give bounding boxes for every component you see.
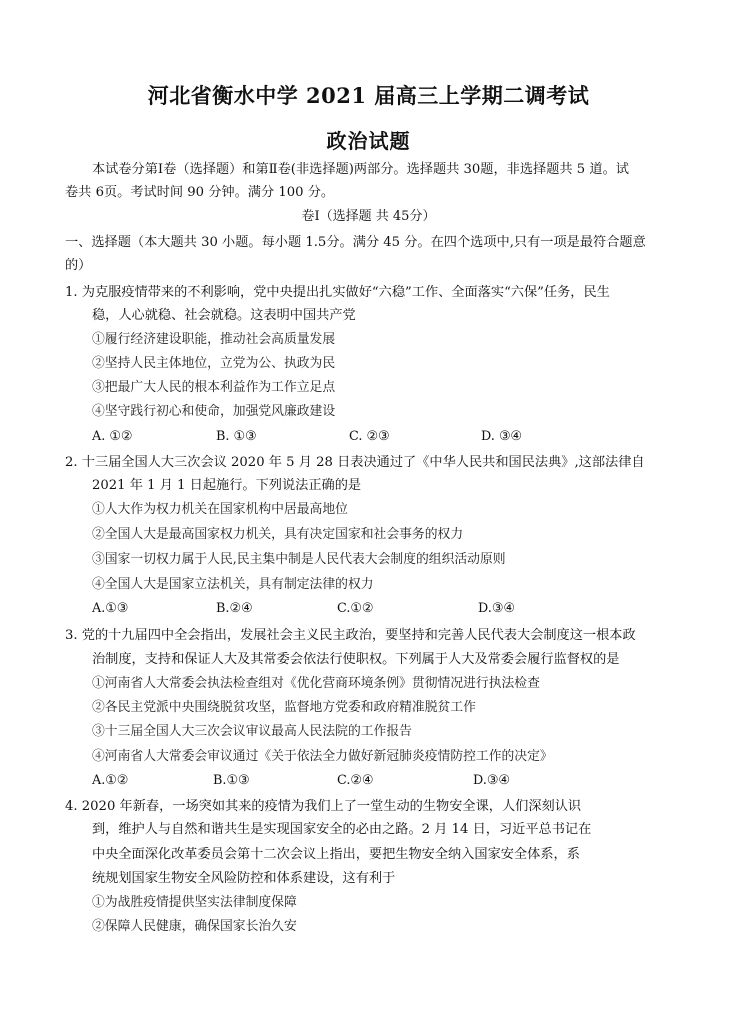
question-option: ②保障人民健康，确保国家长治久安 <box>92 919 297 934</box>
exam-subtitle: 政治试题 <box>326 129 411 153</box>
answer-choice-a[interactable]: A. ①② <box>92 429 133 444</box>
question-option: ②全国人大是最高国家权力机关，具有决定国家和社会事务的权力 <box>92 527 464 542</box>
question-stem-line: 中央全面深化改革委员会第十二次会议上指出，要把生物安全纳入国家安全体系，系 <box>92 847 580 862</box>
question-option: ①河南省人大常委会执法检查组对《优化营商环境条例》贯彻情况进行执法检查 <box>92 676 540 691</box>
exam-title: 河北省衡水中学 2021 届高三上学期二调考试 <box>147 83 590 108</box>
question-stem-line: 2021 年 1 月 1 日起施行。下列说法正确的是 <box>92 478 362 493</box>
answer-choice-c[interactable]: C.②④ <box>337 773 374 788</box>
answer-choice-a[interactable]: A.①② <box>92 773 129 788</box>
intro-line-2: 卷共 6页。考试时间 90 分钟。满分 100 分。 <box>65 185 335 200</box>
answer-choice-b[interactable]: B.①③ <box>213 773 250 788</box>
intro-line-1: 本试卷分第Ⅰ卷（选择题）和第Ⅱ卷(非选择题)两部分。选择题共 30题，非选择题共 5 道。试 <box>92 162 629 177</box>
instructions-line-1: 一、选择题（本大题共 30 小题。每小题 1.5分。满分 45 分。在四个选项中,只有一项是最符合题意 <box>65 235 646 250</box>
answer-choice-a[interactable]: A.①③ <box>92 601 129 616</box>
question-option: ④河南省人大常委会审议通过《关于依法全力做好新冠肺炎疫情防控工作的决定》 <box>92 749 553 764</box>
question-option: ④坚守践行初心和使命，加强党风廉政建设 <box>92 404 336 419</box>
question-option: ①为战胜疫情提供坚实法律制度保障 <box>92 895 297 910</box>
section-header: 卷Ⅰ（选择题 共 45分） <box>301 209 436 224</box>
question-option: ②坚持人民主体地位，立党为公、执政为民 <box>92 356 336 371</box>
answer-choice-d[interactable]: D. ③④ <box>481 429 522 444</box>
question-option: ③国家一切权力属于人民,民主集中制是人民代表大会制度的组织活动原则 <box>92 552 506 567</box>
question-option: ②各民主党派中央围绕脱贫攻坚，监督地方党委和政府精准脱贫工作 <box>92 700 476 715</box>
question-stem-line: 1. 为克服疫情带来的不利影响，党中央提出扎实做好“六稳”工作、全面落实“六保”任务，民生 <box>65 285 610 300</box>
question-option: ④全国人大是国家立法机关，具有制定法律的权力 <box>92 577 374 592</box>
question-option: ③把最广大人民的根本利益作为工作立足点 <box>92 380 336 395</box>
question-stem-line: 4. 2020 年新春，一场突如其来的疫情为我们上了一堂生动的生物安全课，人们深刻认识 <box>65 799 582 814</box>
question-stem-line: 稳，人心就稳、社会就稳。这表明中国共产党 <box>92 308 356 323</box>
question-stem-line: 3. 党的十九届四中全会指出，发展社会主义民主政治，要坚持和完善人民代表大会制度这一根本政 <box>65 628 636 643</box>
question-stem-line: 治制度，支持和保证人大及其常委会依法行使职权。下列属于人大及常委会履行监督权的是 <box>92 652 620 667</box>
answer-choice-d[interactable]: D.③④ <box>478 601 515 616</box>
instructions-line-2: 的） <box>65 258 92 273</box>
question-stem-line: 2. 十三届全国人大三次会议 2020 年 5 月 28 日表决通过了《中华人民共和国民法典》,这部法律自 <box>65 455 645 470</box>
answer-choice-b[interactable]: B. ①③ <box>216 429 257 444</box>
answer-choice-d[interactable]: D.③④ <box>473 773 510 788</box>
question-stem-line: 到，维护人与自然和谐共生是实现国家安全的必由之路。2 月 14 日，习近平总书记在 <box>92 822 592 837</box>
answer-choice-c[interactable]: C. ②③ <box>349 429 390 444</box>
question-option: ①履行经济建设职能，推动社会高质量发展 <box>92 332 336 347</box>
question-option: ③十三届全国人大三次会议审议最高人民法院的工作报告 <box>92 724 412 739</box>
question-stem-line: 统规划国家生物安全风险防控和体系建设，这有利于 <box>92 871 396 886</box>
question-option: ①人大作为权力机关在国家机构中居最高地位 <box>92 502 348 517</box>
answer-choice-b[interactable]: B.②④ <box>216 601 253 616</box>
answer-choice-c[interactable]: C.①② <box>337 601 374 616</box>
